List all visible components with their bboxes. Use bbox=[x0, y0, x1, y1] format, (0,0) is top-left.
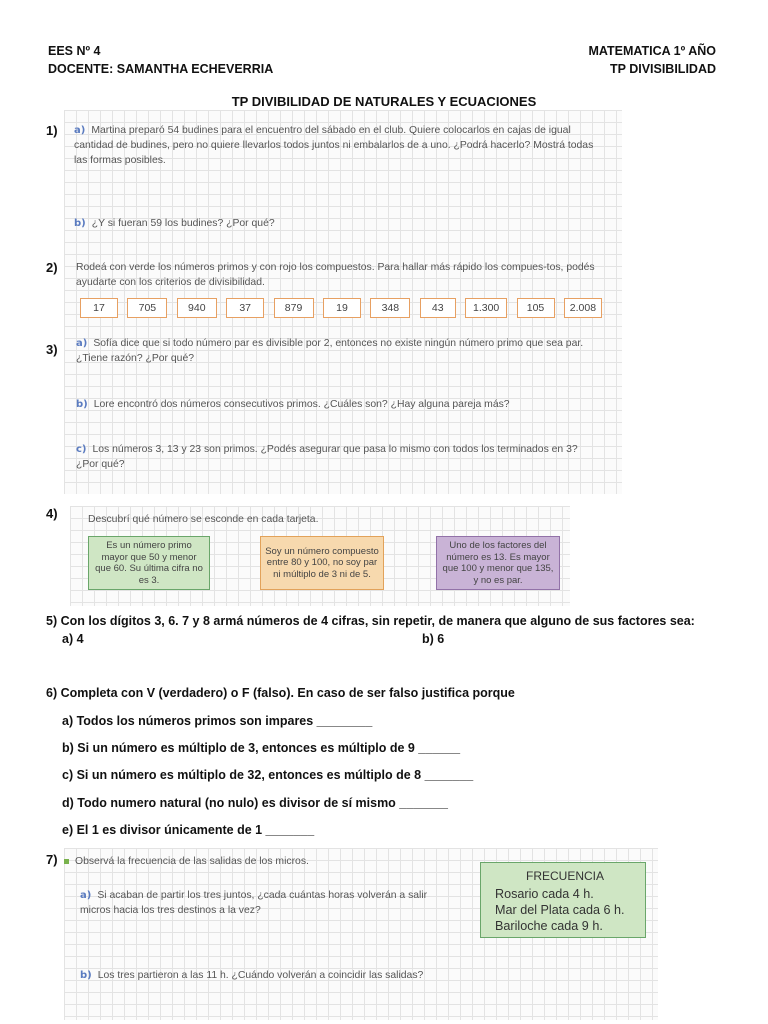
exercise-3a bbox=[76, 336, 596, 366]
number-chip: 43 bbox=[420, 298, 456, 318]
exercise-5a: a) 4 bbox=[62, 632, 84, 646]
exercise-6-item: b) Si un número es múltiplo de 3, entonces es múltiplo de 9 ______ bbox=[62, 741, 461, 755]
exercise-7-intro-text: Observá la frecuencia de las salidas de los micros. bbox=[75, 856, 309, 867]
exercise-1b bbox=[74, 216, 594, 231]
exercise-7b-text: Los tres partieron a las 11 h. ¿Cuándo volverán a coincidir las salidas? bbox=[97, 970, 424, 981]
exercise-6-text: 6) Completa con V (verdadero) o F (falso). En caso de ser falso justifica porque bbox=[46, 686, 515, 700]
letter-b: b) bbox=[80, 970, 92, 981]
letter-b: b) bbox=[74, 218, 86, 229]
exercise-6-item: c) Si un número es múltiplo de 32, entonces es múltiplo de 8 _______ bbox=[62, 768, 474, 782]
letter-a: a) bbox=[80, 890, 92, 901]
exercise-7-number: 7) bbox=[46, 852, 58, 867]
exercise-3c-text: Los números 3, 13 y 23 son primos. ¿Podés asegurar que pasa lo mismo con todos los terminados en 3? ¿Por qué? bbox=[76, 444, 578, 470]
number-chip: 348 bbox=[370, 298, 410, 318]
exercise-3c bbox=[76, 442, 596, 472]
exercise-3b-text: Lore encontró dos números consecutivos primos. ¿Cuáles son? ¿Hay alguna pareja más? bbox=[93, 399, 510, 410]
exercise-2-text: Rodeá con verde los números primos y con rojo los compuestos. Para hallar más rápido los compues-tos, podés ayudarte con los criterios de divisibilidad. bbox=[76, 262, 595, 288]
number-chips bbox=[80, 298, 602, 318]
exercise-5-text: 5) Con los dígitos 3, 6. 7 y 8 armá números de 4 cifras, sin repetir, de manera que alguno de sus factores sea: bbox=[46, 614, 695, 628]
exercise-2-number: 2) bbox=[46, 260, 58, 275]
exercise-1a-text: Martina preparó 54 budines para el encuentro del sábado en el club. Quiere colocarlos en cajas de igual cantidad de budines, pero no quiere llevarlos todos juntos ni embalarlos de a uno. ¿Podrá hacerlo? Mostrá todas las formas posibles. bbox=[74, 125, 594, 166]
number-chip: 705 bbox=[127, 298, 167, 318]
exercise-3a-text: Sofía dice que si todo número par es divisible por 2, entonces no existe ningún número primo que sea par. ¿Tiene razón? ¿Por qué? bbox=[76, 338, 584, 364]
exercise-1-number: 1) bbox=[46, 123, 58, 138]
letter-a: a) bbox=[74, 125, 86, 136]
letter-c: c) bbox=[76, 444, 87, 455]
frequency-row: Rosario cada 4 h. bbox=[495, 887, 594, 901]
bullet-icon bbox=[64, 859, 69, 864]
exercise-4-intro: Descubrí qué número se esconde en cada tarjeta. bbox=[88, 514, 319, 525]
frequency-title: FRECUENCIA bbox=[525, 869, 604, 883]
number-chip: 2.008 bbox=[564, 298, 602, 318]
number-chip: 940 bbox=[177, 298, 217, 318]
exercise-4-number: 4) bbox=[46, 506, 58, 521]
page-title: TP DIVIBILIDAD DE NATURALES Y ECUACIONES bbox=[231, 94, 537, 109]
teacher-name: DOCENTE: SAMANTHA ECHEVERRIA bbox=[48, 62, 274, 76]
number-chip: 1.300 bbox=[465, 298, 507, 318]
number-chip: 879 bbox=[274, 298, 314, 318]
hint-card-3: Uno de los factores del número es 13. Es mayor que 100 y menor que 135, y no es par. bbox=[436, 536, 560, 590]
exercise-1b-text: ¿Y si fueran 59 los budines? ¿Por qué? bbox=[91, 218, 275, 229]
exercise-6-item: a) Todos los números primos son impares ________ bbox=[62, 714, 373, 728]
hint-card-1: Es un número primo mayor que 50 y menor que 60. Su última cifra no es 3. bbox=[88, 536, 210, 590]
exercise-7a-text: Si acaban de partir los tres juntos, ¿cada cuántas horas volverán a salir micros hacia los tres destinos a la vez? bbox=[80, 890, 428, 916]
exercise-7-intro bbox=[64, 854, 464, 869]
subject-label: MATEMATICA 1º AÑO bbox=[588, 44, 716, 58]
letter-a: a) bbox=[76, 338, 88, 349]
exercise-7b bbox=[80, 968, 600, 983]
school-name: EES Nº 4 bbox=[48, 44, 101, 58]
exercise-1a bbox=[74, 123, 594, 168]
frequency-box bbox=[480, 862, 646, 938]
exercise-3b bbox=[76, 397, 596, 412]
frequency-row: Bariloche cada 9 h. bbox=[495, 919, 603, 933]
number-chip: 19 bbox=[323, 298, 361, 318]
exercise-6-item: d) Todo numero natural (no nulo) es divisor de sí mismo _______ bbox=[62, 796, 448, 810]
exercise-3-number: 3) bbox=[46, 342, 58, 357]
frequency-row: Mar del Plata cada 6 h. bbox=[495, 903, 625, 917]
exercise-6-item: e) El 1 es divisor únicamente de 1 _______ bbox=[62, 823, 315, 837]
letter-b: b) bbox=[76, 399, 88, 410]
exercise-7a bbox=[80, 888, 460, 918]
tp-label: TP DIVISIBILIDAD bbox=[609, 62, 716, 76]
exercise-5b: b) 6 bbox=[422, 632, 445, 646]
hint-card-2: Soy un número compuesto entre 80 y 100, no soy par ni múltiplo de 3 ni de 5. bbox=[260, 536, 384, 590]
number-chip: 17 bbox=[80, 298, 118, 318]
number-chip: 105 bbox=[517, 298, 555, 318]
number-chip: 37 bbox=[226, 298, 264, 318]
